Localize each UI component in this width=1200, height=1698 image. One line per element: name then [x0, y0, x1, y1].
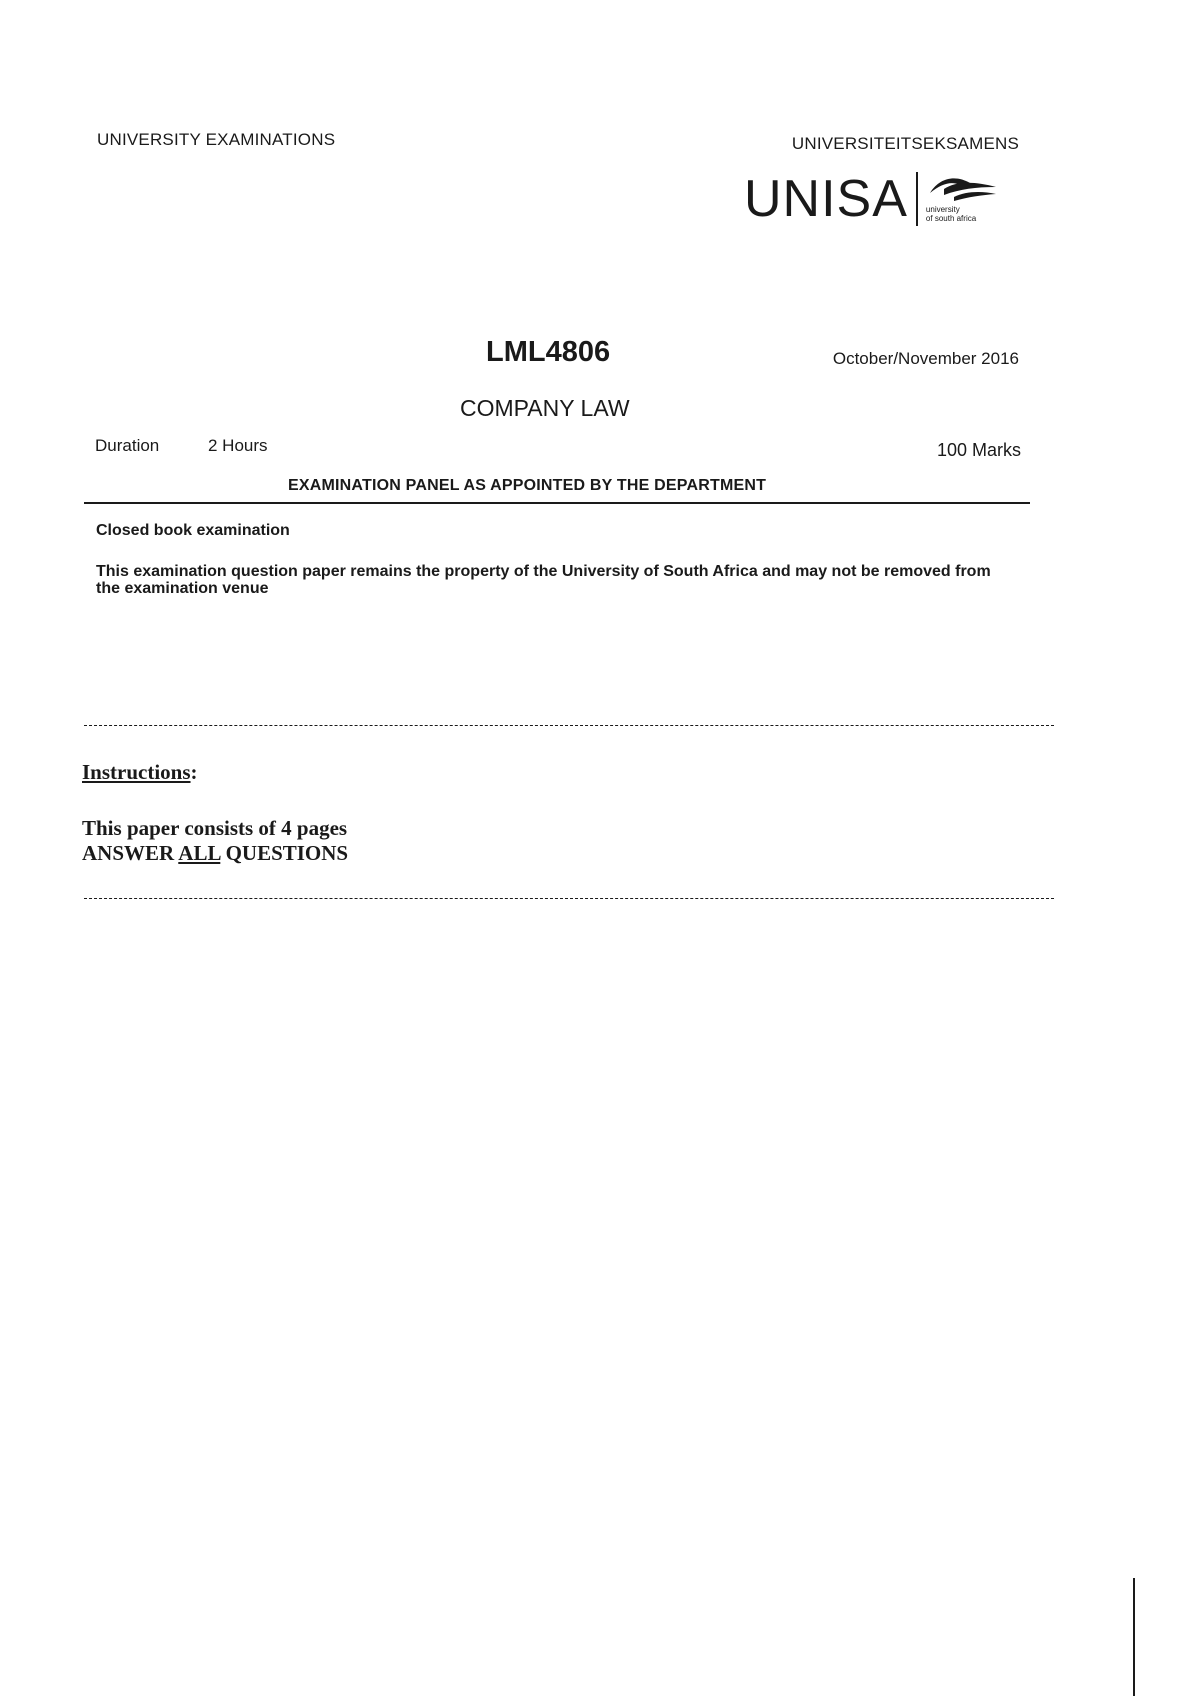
- duration-label: Duration: [95, 436, 160, 455]
- course-title: COMPANY LAW: [460, 395, 630, 421]
- header-rule: [84, 502, 1030, 504]
- closed-book-note: Closed book examination: [96, 522, 290, 539]
- header-right-title: UNIVERSITEITSEKSAMENS: [791, 134, 1019, 153]
- unisa-logo: [744, 172, 1016, 226]
- logo-tagline-1: university: [925, 205, 960, 214]
- logo-tagline-2: of south africa: [925, 214, 977, 223]
- duration-value: 2 Hours: [208, 436, 268, 455]
- instruction-answer-suffix: QUESTIONS: [220, 841, 349, 865]
- property-note: This examination question paper remains the property of the University of South Africa and may not be removed from the examination venue: [96, 563, 991, 597]
- course-code: LML4806: [486, 336, 611, 368]
- logo-divider: [916, 172, 918, 226]
- dashed-rule-bottom: [84, 898, 1054, 899]
- dashed-rule-top: [84, 725, 1054, 726]
- exam-date: October/November 2016: [832, 349, 1019, 368]
- instructions-heading-colon: :: [190, 760, 198, 784]
- instruction-answer-emphasis: ALL: [178, 841, 221, 865]
- logo-emblem: [926, 175, 1016, 223]
- total-marks: 100 Marks: [936, 440, 1021, 460]
- logo-wings-icon: [926, 175, 998, 203]
- examination-panel: EXAMINATION PANEL AS APPOINTED BY THE DEPARTMENT: [288, 477, 767, 494]
- header-left-title: UNIVERSITY EXAMINATIONS: [97, 130, 336, 149]
- scan-margin-line: [1133, 1578, 1135, 1696]
- instruction-answer-all: [82, 841, 348, 866]
- instruction-answer-prefix: ANSWER: [82, 841, 179, 865]
- instruction-page-count: This paper consists of 4 pages: [82, 816, 348, 840]
- instructions-heading-text: Instructions: [82, 760, 191, 784]
- logo-wordmark: UNISA: [744, 170, 908, 228]
- instructions-heading: [82, 760, 198, 785]
